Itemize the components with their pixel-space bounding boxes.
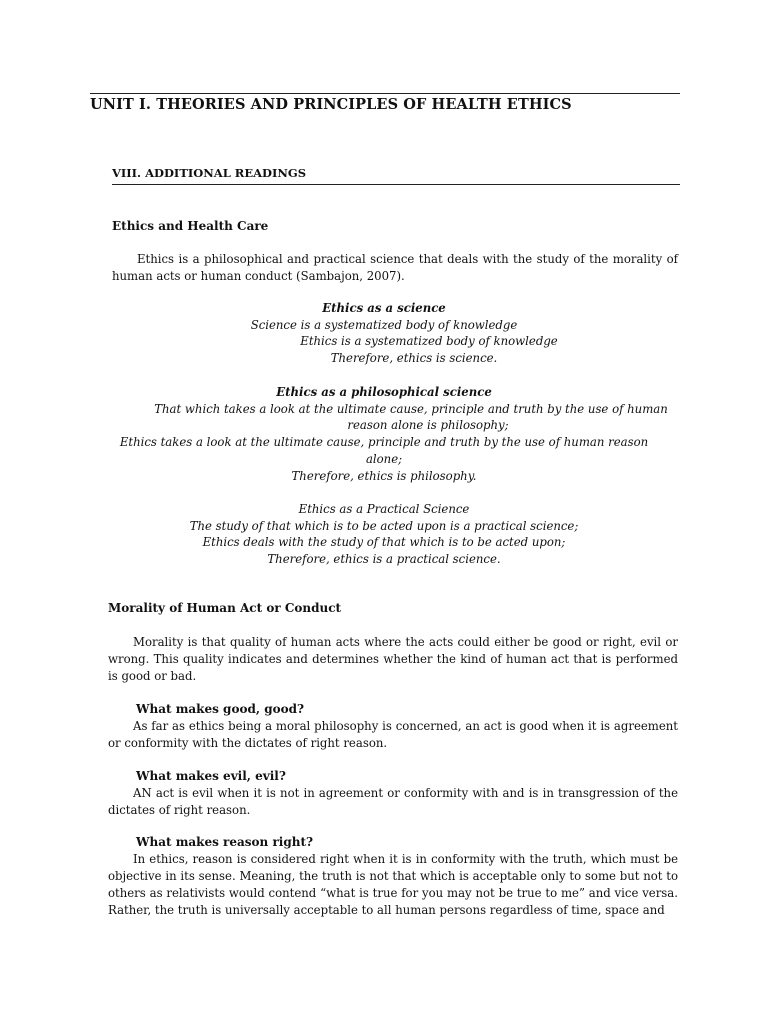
science-line: Therefore, ethics is science.	[330, 351, 498, 366]
ethics-as-practical-science-block	[100, 501, 668, 568]
ethics-as-science-title: Ethics as a science	[322, 301, 446, 315]
heading-morality: Morality of Human Act or Conduct	[108, 601, 342, 615]
paragraph-reason: In ethics, reason is considered right when it is in conformity with the truth, which must be objective in its sense. Meaning, the truth is not that which is acceptable only to some but not to others as relativists would contend “what is true for you may not be true to me” and vice versa. Rather, the truth is universally acceptable to all human persons regardless of time, space and	[108, 852, 678, 917]
science-line: Science is a systematized body of knowledge	[250, 317, 518, 332]
paragraph-morality: Morality is that quality of human acts where the acts could either be good or right, evil or wrong. This quality indicates and determines whether the kind of human act that is performed is good or bad.	[108, 635, 678, 683]
heading-what-makes-reason-right: What makes reason right?	[136, 835, 314, 849]
practical-science-title: Ethics as a Practical Science	[298, 502, 470, 516]
ethics-as-philosophical-science-block	[100, 384, 668, 484]
philosophical-science-title: Ethics as a philosophical science	[276, 385, 492, 399]
heading-what-makes-evil: What makes evil, evil?	[136, 769, 286, 783]
philosophical-line: Ethics takes a look at the ultimate cause, principle and truth by the use of human reason	[119, 435, 649, 450]
unit-title: UNIT I. THEORIES AND PRINCIPLES OF HEALTH ETHICS	[90, 96, 572, 113]
science-line: Ethics is a systematized body of knowledge	[300, 334, 558, 349]
philosophical-line: That which takes a look at the ultimate cause, principle and truth by the use of human	[154, 401, 668, 416]
top-rule	[90, 93, 680, 94]
philosophical-line: Therefore, ethics is philosophy.	[291, 468, 477, 483]
section-rule	[112, 184, 680, 185]
paragraph-ethics-definition: Ethics is a philosophical and practical science that deals with the study of the morality of human acts or human conduct (Sambajon, 2007).	[112, 252, 678, 283]
philosophical-line: reason alone is philosophy;	[347, 418, 509, 433]
practical-line: Therefore, ethics is a practical science.	[267, 552, 501, 567]
paragraph-good: As far as ethics being a moral philosophy is concerned, an act is good when it is agreement or conformity with the dictates of right reason.	[108, 719, 678, 750]
philosophical-line: alone;	[365, 451, 403, 466]
heading-ethics-health-care: Ethics and Health Care	[112, 219, 269, 233]
ethics-as-science-block	[100, 300, 668, 367]
section-title: VIII. ADDITIONAL READINGS	[112, 166, 307, 180]
practical-line: The study of that which is to be acted upon is a practical science;	[189, 518, 579, 533]
heading-what-makes-good: What makes good, good?	[136, 702, 305, 716]
practical-line: Ethics deals with the study of that which is to be acted upon;	[202, 535, 566, 550]
paragraph-evil: AN act is evil when it is not in agreement or conformity with and is in transgression of the dictates of right reason.	[108, 786, 678, 817]
